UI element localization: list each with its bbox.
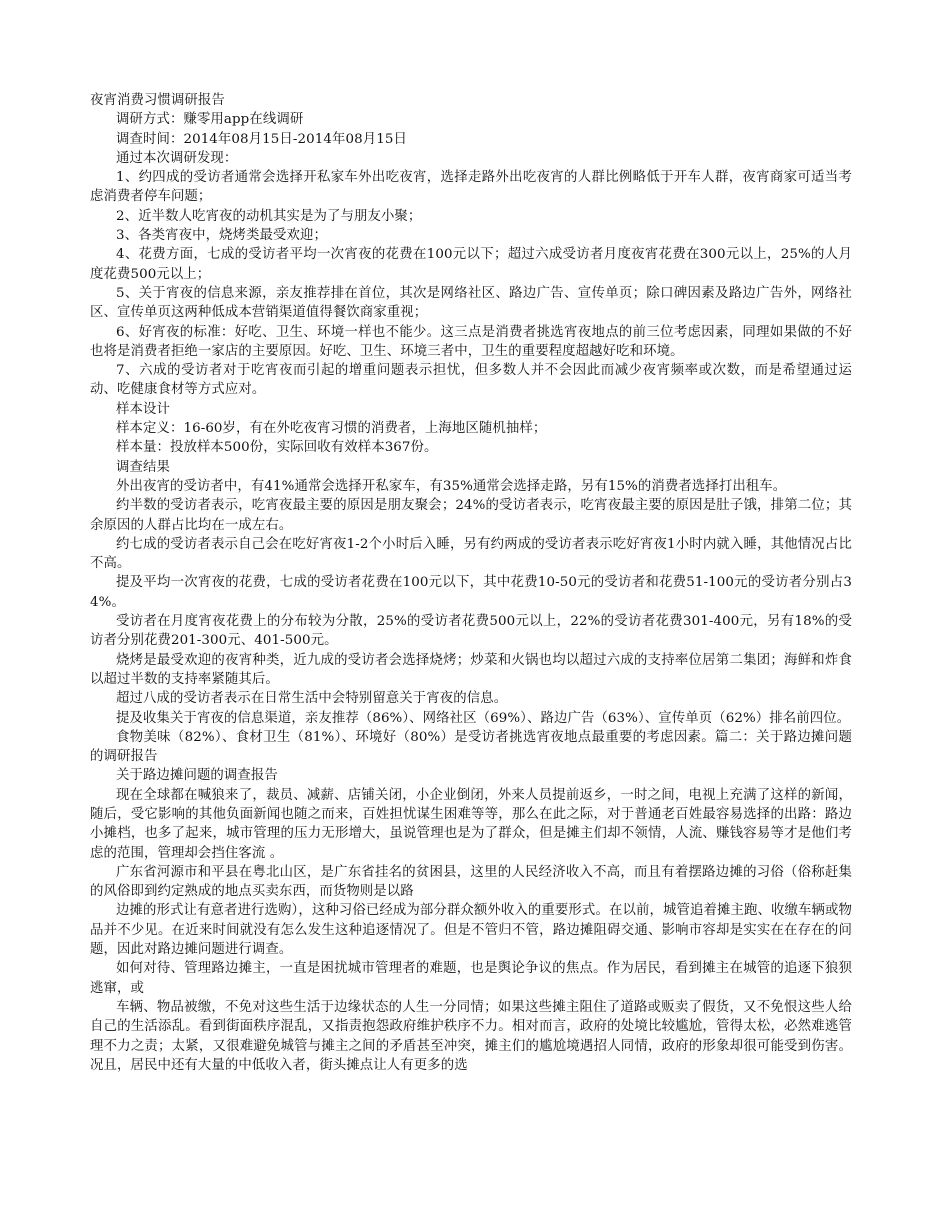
paragraph: 提及平均一次宵夜的花费，七成的受访者花费在100元以下，其中花费10-50元的受访者和花费51-100元的受访者分别占34%。 <box>90 575 852 610</box>
paragraph: 3、各类宵夜中，烧烤类最受欢迎； <box>116 228 327 244</box>
paragraph: 广东省河源市和平县在粤北山区，是广东省挂名的贫困县，这里的人民经济收入不高，而且有着摆路边摊的习俗（俗称赶集的风俗即到约定熟成的地点买卖东西，而货物则是以路 <box>90 864 852 900</box>
paragraph: 2、近半数人吃宵夜的动机其实是为了与朋友小聚； <box>116 208 422 224</box>
paragraph: 外出夜宵的受访者中，有41%通常会选择开私家车，有35%通常会选择走路，另有15%的消费者选择打出租车。 <box>116 478 787 494</box>
paragraph: 车辆、物品被缴，不免对这些生活于边缘状态的人生一分同情；如果这些摊主阻住了道路或贩卖了假货，又不免恨这些人给自己的生活添乱。看到街面秩序混乱，又指责抱怨政府维护秩序不力。相对而言，政府的处境比较尴尬，管得太松，必然难逃管理不力之责；太紧，又很难避免城管与摊主之间的矛盾甚至冲突，摊主们的尴尬境遇招人同情，政府的形象却很可能受到伤害。况且，居民中还有大量的中低收入者，街头摊点让人有更多的选 <box>90 999 852 1073</box>
paragraph: 7、六成的受访者对于吃宵夜而引起的增重问题表示担忧，但多数人并不会因此而减少夜宵频率或次数，而是希望通过运动、吃健康食材等方式应对。 <box>90 363 852 398</box>
paragraph: 样本定义：16-60岁，有在外吃夜宵习惯的消费者，上海地区随机抽样； <box>116 421 547 437</box>
paragraph: 6、好宵夜的标准：好吃、卫生、环境一样也不能少。这三点是消费者挑选宵夜地点的前三位考虑因素，同理如果做的不好也将是消费者拒绝一家店的主要原因。好吃、卫生、环境三者中，卫生的重要程度超越好吃和环境。 <box>90 324 852 359</box>
paragraph: 通过本次调研发现： <box>116 150 238 166</box>
paragraph: 提及收集关于宵夜的信息渠道，亲友推荐（86%）、网络社区（69%）、路边广告（63%）、宣传单页（62%）排名前四位。 <box>116 710 851 726</box>
paragraph: 边摊的形式让有意者进行选购），这种习俗已经成为部分群众额外收入的重要形式。在以前，城管追着摊主跑、收缴车辆或物品并不少见。在近来时间就没有怎么发生这种追逐情况了。但是不管归不管，路边摊阻碍交通、影响市容却是实实在在存在的问题，因此对路边摊问题进行调查。 <box>90 903 852 958</box>
paragraph: 调查时间：2014年08月15日-2014年08月15日 <box>116 131 407 147</box>
paragraph: 样本量：投放样本500份，实际回收有效样本367份。 <box>116 440 438 456</box>
document-body <box>90 91 852 1075</box>
paragraph: 约半数的受访者表示，吃宵夜最主要的原因是朋友聚会；24%的受访者表示，吃宵夜最主要的原因是肚子饿，排第二位；其余原因的人群占比均在一成左右。 <box>90 498 852 533</box>
paragraph: 受访者在月度宵夜花费上的分布较为分散，25%的受访者花费500元以上，22%的受访者花费301-400元，另有18%的受访者分别花费201-300元、401-500元。 <box>90 614 852 649</box>
paragraph: 食物美味（82%）、食材卫生（81%）、环境好（80%）是受访者挑选宵夜地点最重要的考虑因素。篇二：关于路边摊问题的调研报告 <box>90 729 852 765</box>
section-heading: 样本设计 <box>116 401 170 417</box>
paragraph: 超过八成的受访者表示在日常生活中会特别留意关于宵夜的信息。 <box>116 691 508 707</box>
document-title: 夜宵消费习惯调研报告 <box>90 93 225 108</box>
paragraph: 4、花费方面，七成的受访者平均一次宵夜的花费在100元以下；超过六成受访者月度夜宵花费在300元以上，25%的人月度花费500元以上； <box>90 247 852 282</box>
section-heading: 调查结果 <box>116 459 170 475</box>
paragraph: 如何对待、管理路边摊主，一直是困扰城市管理者的难题，也是舆论争议的焦点。作为居民，看到摊主在城管的追逐下狼狈逃窜，或 <box>90 961 852 996</box>
paragraph: 现在全球都在喊狼来了，裁员、减薪、店铺关闭，小企业倒闭，外来人员提前返乡，一时之间，电视上充满了这样的新闻，随后，受它影响的其他负面新闻也随之而来，百姓担忧谋生困难等等，那么在此之际，对于普通老百姓最容易选择的出路：路边小摊档，也多了起来，城市管理的压力无形增大，虽说管理也是为了群众，但是摊主们却不领情，人流、赚钱容易等才是他们考虑的范围，管理却会挡住客流 。 <box>90 787 852 861</box>
paragraph: 约七成的受访者表示自己会在吃好宵夜1-2个小时后入睡，另有约两成的受访者表示吃好宵夜1小时内就入睡，其他情况占比不高。 <box>90 536 852 572</box>
paragraph: 调研方式：赚零用app在线调研 <box>116 112 304 128</box>
paragraph: 1、约四成的受访者通常会选择开私家车外出吃夜宵，选择走路外出吃夜宵的人群比例略低于开车人群，夜宵商家可适当考虑消费者停车问题； <box>90 170 852 205</box>
paragraph: 烧烤是最受欢迎的夜宵种类，近九成的受访者会选择烧烤；炒菜和火锅也均以超过六成的支持率位居第二集团；海鲜和炸食以超过半数的支持率紧随其后。 <box>90 652 852 687</box>
paragraph: 5、关于宵夜的信息来源，亲友推荐排在首位，其次是网络社区、路边广告、宣传单页；除口碑因素及路边广告外，网络社区、宣传单页这两种低成本营销渠道值得餐饮商家重视； <box>90 285 852 321</box>
section-heading: 关于路边摊问题的调查报告 <box>116 768 278 784</box>
